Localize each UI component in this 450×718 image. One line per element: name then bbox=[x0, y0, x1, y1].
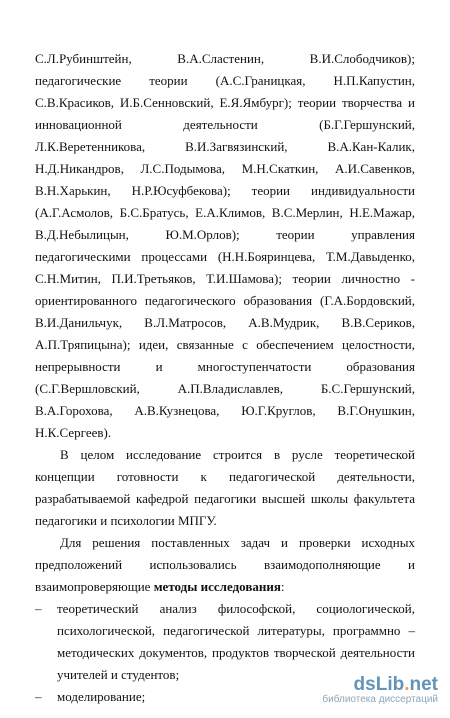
svg-text:dsLib.net: dsLib.net bbox=[353, 674, 438, 694]
bullet-line: учителей и студентов; bbox=[57, 667, 180, 682]
dslib-watermark bbox=[298, 672, 438, 710]
methods-line bbox=[35, 577, 415, 597]
methods-prefix: взаимопроверяющие bbox=[35, 579, 154, 594]
text-line: (А.Г.Асмолов, Б.С.Братусь, Е.А.Климов, В.С.Мерлин, Н.Е.Мажар, bbox=[35, 205, 415, 220]
text-line: В.А.Горохова, А.В.Кузнецова, Ю.Г.Круглов, В.Г.Онушкин, bbox=[35, 403, 415, 418]
text-line: концепции готовности к педагогической деятельности, bbox=[35, 469, 415, 484]
bullet-line: моделирование; bbox=[57, 689, 146, 704]
bullet-dash: – bbox=[35, 601, 42, 616]
text-line: В.Д.Небылицын, Ю.М.Орлов); теории управления bbox=[35, 227, 415, 242]
text-line: Н.К.Сергеев). bbox=[35, 425, 112, 440]
bullet-line: теоретический анализ философской, социологической, bbox=[57, 601, 415, 616]
text-line: предположений использовались взаимодополняющие и bbox=[35, 557, 415, 572]
text-line: В.Н.Харькин, Н.Р.Юсуфбекова); теории индивидуальности bbox=[35, 183, 415, 198]
bullet-dash: – bbox=[35, 689, 42, 704]
text-line: С.В.Красиков, И.Б.Сенновский, Е.Я.Ямбург); теории творчества и bbox=[35, 95, 415, 110]
text-line: непрерывности и многоступенчатости образования bbox=[35, 359, 415, 374]
methods-suffix: : bbox=[280, 579, 285, 594]
text-line: ориентированного педагогического образования (Г.А.Бордовский, bbox=[35, 293, 415, 308]
paragraph-first-line: Для решения поставленных задач и проверки исходных bbox=[60, 535, 415, 550]
methods-heading: методы исследования bbox=[153, 579, 281, 594]
watermark-subtitle: библиотека диссертаций bbox=[322, 694, 438, 705]
bullet-line: психологической, педагогической литературы, программно – bbox=[57, 623, 415, 638]
text-line: Н.Д.Никандров, Л.С.Подымова, М.Н.Скаткин, А.И.Савенков, bbox=[35, 161, 415, 176]
text-line: педагогическими процессами (Н.Н.Бояринцева, Т.М.Давыденко, bbox=[35, 249, 415, 264]
text-line: А.П.Тряпицына); идеи, связанные с обеспечением целостности, bbox=[35, 337, 415, 352]
text-line: В.И.Данильчук, В.Л.Матросов, А.В.Мудрик, В.В.Сериков, bbox=[35, 315, 415, 330]
text-line: Л.К.Веретенникова, В.И.Загвязинский, В.А.Кан-Калик, bbox=[35, 139, 415, 154]
text-line: разрабатываемой кафедрой педагогики высшей школы факультета bbox=[35, 491, 415, 506]
text-line: С.Н.Митин, П.И.Третьяков, Т.И.Шамова); теории личностно - bbox=[35, 271, 415, 286]
text-line: С.Л.Рубинштейн, В.А.Сластенин, В.И.Слободчиков); bbox=[35, 51, 415, 66]
text-line: инновационной деятельности (Б.Г.Гершунский, bbox=[35, 117, 415, 132]
dslib-logo bbox=[308, 672, 438, 694]
text-line: (С.Г.Вершловский, А.П.Владиславлев, Б.С.Гершунский, bbox=[35, 381, 415, 396]
paragraph-first-line: В целом исследование строится в русле теоретической bbox=[60, 447, 415, 462]
bullet-line: методических документов, продуктов творческой деятельности bbox=[57, 645, 415, 660]
text-line: педагогические теории (А.С.Границкая, Н.П.Капустин, bbox=[35, 73, 415, 88]
text-line: педагогики и психологии МПГУ. bbox=[35, 513, 217, 528]
